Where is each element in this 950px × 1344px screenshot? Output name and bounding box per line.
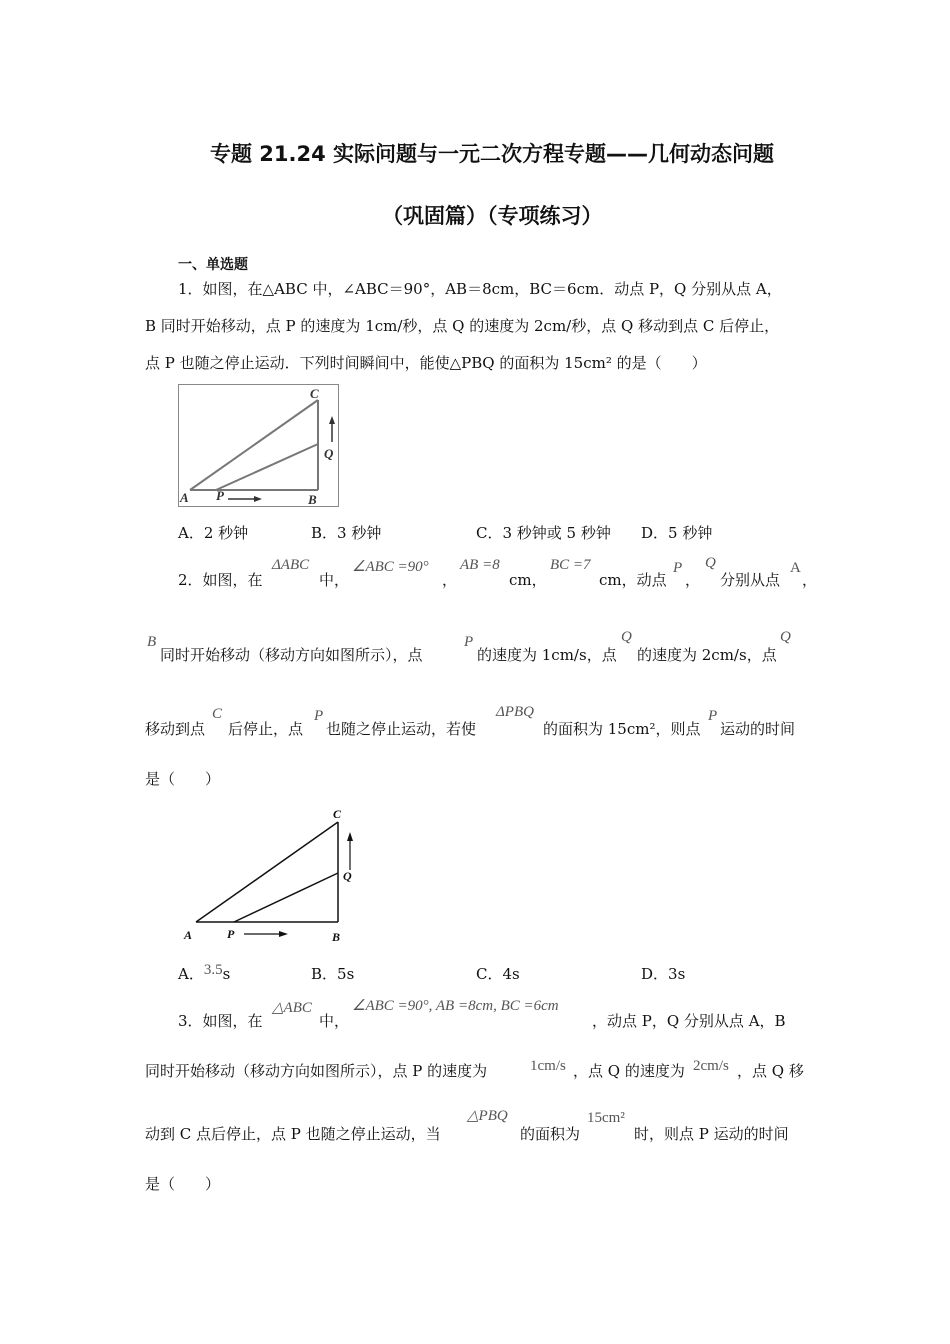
q2-label-c: C — [333, 807, 342, 821]
q2-text-3: ， — [442, 571, 458, 589]
q2-option-a-unit: s — [222, 965, 231, 983]
q3-text-6: ，点 Q 移 — [737, 1062, 804, 1080]
q2-text-14: 也随之停止运动，若使 — [326, 720, 477, 738]
q3-text-3: ，动点 P，Q 分别从点 A，B — [592, 1012, 786, 1030]
q2-option-a-prefix: A． — [178, 965, 204, 983]
q2-math-angle: ∠ABC =90° — [352, 559, 429, 575]
q2-text-10: 的速度为 1cm/s，点 — [477, 646, 617, 664]
q2-label-a: A — [184, 928, 193, 942]
q2-text-7: 分别从点 — [720, 571, 781, 589]
q2-text-8: ， — [802, 571, 818, 589]
q3-text-9: 时，则点 P 运动的时间 — [634, 1125, 789, 1143]
q3-text-10: 是（ ） — [145, 1175, 221, 1193]
q1-option-b[interactable]: B．3 秒钟 — [311, 524, 382, 542]
q3-text-1: 3．如图，在 — [178, 1012, 263, 1030]
q2-option-a[interactable] — [178, 963, 230, 984]
q2-math-a: A — [790, 560, 801, 576]
q2-option-b[interactable]: B．5s — [311, 965, 355, 983]
q2-math-p2: P — [464, 634, 474, 650]
q2-text-9: 同时开始移动（移动方向如图所示），点 — [160, 646, 423, 664]
q1-option-c[interactable]: C．3 秒钟或 5 秒钟 — [476, 524, 611, 542]
q1-line1: 1．如图，在△ABC 中，∠ABC＝90°，AB＝8cm，BC＝6cm．动点 P，Q 分别从点 A， — [178, 280, 782, 298]
q1-option-a[interactable]: A．2 秒钟 — [178, 524, 249, 542]
q3-text-8: 的面积为 — [520, 1125, 581, 1143]
q2-text-15: 的面积为 15cm²，则点 — [543, 720, 701, 738]
q2-math-b: B — [147, 634, 157, 650]
q2-text-2: 中， — [319, 571, 350, 589]
q2-option-d[interactable]: D．3s — [641, 965, 686, 983]
q3-math-pbq: △PBQ — [467, 1108, 508, 1124]
q1-line2: B 同时开始移动，点 P 的速度为 1cm/秒，点 Q 的速度为 2cm/秒，点 Q 移动到点 C 后停止， — [145, 317, 780, 335]
q1-line3: 点 P 也随之停止运动．下列时间瞬间中，能使△PBQ 的面积为 15cm² 的是（ ） — [145, 354, 707, 372]
q2-math-bc: BC =7 — [550, 557, 591, 573]
q2-segment-pq — [234, 873, 338, 922]
q2-text-5: cm，动点 — [599, 571, 667, 589]
q2-math-pbq: ΔPBQ — [496, 704, 534, 720]
q2-math-ab: AB =8 — [460, 557, 500, 573]
q1-label-a: A — [180, 490, 189, 505]
q3-text-7: 动到 C 点后停止，点 P 也随之停止运动，当 — [145, 1125, 441, 1143]
q2-option-c[interactable]: C．4s — [476, 965, 520, 983]
q3-math-v2: 2cm/s — [693, 1058, 729, 1074]
q2-math-p4: P — [708, 708, 718, 724]
q3-text-4: 同时开始移动（移动方向如图所示），点 P 的速度为 — [145, 1062, 488, 1080]
q2-label-q: Q — [343, 869, 352, 883]
page-title: 专题 21.24 实际问题与一元二次方程专题——几何动态问题 — [210, 142, 775, 166]
q2-text-4: cm， — [509, 571, 547, 589]
q2-text-13: 后停止，点 — [228, 720, 304, 738]
q1-figure — [178, 384, 340, 508]
q3-text-2: 中， — [319, 1012, 350, 1030]
q1-label-c: C — [310, 386, 319, 401]
q2-math-q3: Q — [780, 629, 791, 645]
q1-label-q: Q — [324, 446, 334, 461]
q2-text-1: 2．如图，在 — [178, 571, 263, 589]
q2-math-q2: Q — [621, 629, 632, 645]
q3-text-5: ，点 Q 的速度为 — [573, 1062, 685, 1080]
q2-math-p3: P — [314, 708, 324, 724]
q2-label-b: B — [332, 930, 341, 944]
q2-figure — [180, 800, 370, 948]
q2-label-p: P — [227, 927, 235, 941]
q3-math-triangle: △ABC — [272, 1000, 312, 1016]
q3-math-v1: 1cm/s — [530, 1058, 566, 1074]
q2-math-q: Q — [705, 555, 716, 571]
q1-label-p: P — [216, 488, 224, 503]
q1-label-b: B — [308, 492, 317, 507]
q3-math-area: 15cm² — [587, 1110, 625, 1126]
section-heading: 一、单选题 — [178, 257, 248, 273]
q2-text-17: 是（ ） — [145, 770, 221, 788]
q2-text-16: 运动的时间 — [720, 720, 796, 738]
page-subtitle: （巩固篇）（专项练习） — [382, 204, 603, 228]
q2-text-12: 移动到点 — [145, 720, 206, 738]
q1-option-d[interactable]: D．5 秒钟 — [641, 524, 713, 542]
q2-text-6: ， — [685, 571, 701, 589]
q3-math-conditions: ∠ABC =90°, AB =8cm, BC =6cm — [352, 998, 559, 1014]
q2-text-11: 的速度为 2cm/s，点 — [637, 646, 777, 664]
q2-option-a-value: 3.5 — [203, 962, 223, 978]
q2-math-p: P — [673, 560, 683, 576]
q2-math-triangle: ΔABC — [272, 557, 310, 573]
q2-math-c: C — [212, 706, 223, 722]
